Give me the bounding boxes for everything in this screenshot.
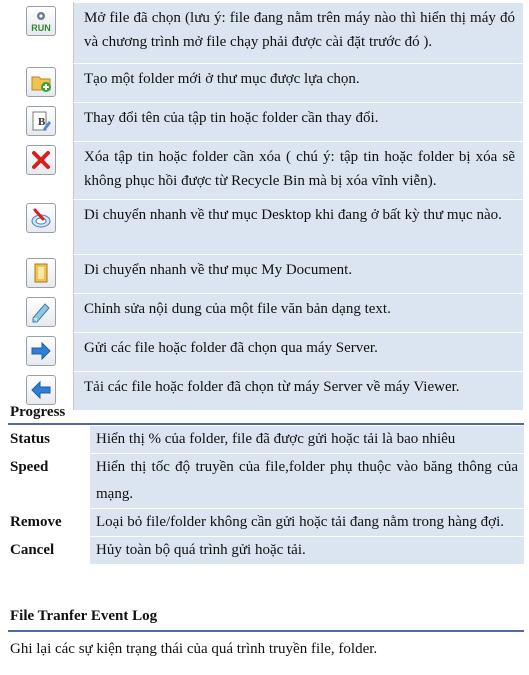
table-row	[8, 454, 524, 509]
table-row	[8, 509, 524, 537]
svg-text:B: B	[38, 116, 46, 128]
new-folder-icon	[26, 67, 56, 97]
delete-icon	[26, 145, 56, 175]
progress-key-speed: Speed	[8, 454, 90, 509]
description-new-folder: Tạo một folder mới ở thư mục được lựa chọn.	[74, 64, 524, 103]
rename-icon	[26, 106, 56, 136]
desktop-icon	[26, 203, 56, 233]
description-desktop: Di chuyển nhanh về thư mục Desktop khi đang ở bất kỳ thư mục nào.	[74, 200, 524, 255]
description-edit-text: Chỉnh sửa nội dung của một file văn bản dạng text.	[74, 294, 524, 333]
event-log-description: Ghi lại các sự kiện trạng thái của quá trình truyền file, folder.	[10, 641, 378, 657]
table-row	[9, 294, 524, 333]
description-send: Gửi các file hoặc folder đã chọn qua máy Server.	[74, 333, 524, 372]
description-my-document: Di chuyển nhanh về thư mục My Document.	[74, 255, 524, 294]
progress-value-speed: Hiển thị tốc độ truyền của file,folder phụ thuộc vào băng thông của mạng.	[90, 454, 524, 509]
table-row	[9, 255, 524, 294]
table-row	[9, 200, 524, 255]
progress-divider	[8, 423, 524, 425]
table-row	[9, 64, 524, 103]
table-row	[8, 537, 524, 565]
progress-table	[8, 426, 524, 565]
edit-text-icon	[26, 297, 56, 327]
toolbar-description-table	[8, 2, 524, 411]
description-delete: Xóa tập tin hoặc folder cần xóa ( chú ý: tập tin hoặc folder bị xóa sẽ không phục hồi được từ Recycle Bin mà bị xóa vĩnh viễn).	[74, 142, 524, 200]
progress-key-remove: Remove	[8, 509, 90, 537]
description-rename: Thay đổi tên của tập tin hoặc folder cần thay đổi.	[74, 103, 524, 142]
progress-key-cancel: Cancel	[8, 537, 90, 565]
table-row	[8, 426, 524, 454]
progress-key-status: Status	[8, 426, 90, 454]
progress-heading: Progress	[10, 404, 66, 420]
table-row	[9, 333, 524, 372]
table-row	[9, 142, 524, 200]
table-row	[9, 103, 524, 142]
progress-value-remove: Loại bỏ file/folder không cần gửi hoặc tải đang nằm trong hàng đợi.	[90, 509, 524, 537]
progress-value-cancel: Hủy toàn bộ quá trình gửi hoặc tải.	[90, 537, 524, 565]
svg-text:RUN: RUN	[31, 23, 51, 33]
event-log-heading: File Tranfer Event Log	[10, 608, 158, 624]
send-arrow-right-icon	[26, 336, 56, 366]
download-arrow-left-icon	[26, 375, 56, 405]
run-icon	[26, 6, 56, 36]
progress-value-status: Hiển thị % của folder, file đã được gửi hoặc tải là bao nhiêu	[90, 426, 524, 454]
my-document-icon	[26, 258, 56, 288]
table-row	[9, 372, 524, 411]
description-download: Tải các file hoặc folder đã chọn từ máy Server về máy Viewer.	[74, 372, 524, 411]
description-run: Mở file đã chọn (lưu ý: file đang nằm trên máy nào thì hiển thị máy đó và chương trình mở file chạy phải được cài đặt trước đó ).	[74, 3, 524, 64]
table-row	[9, 3, 524, 64]
event-log-divider	[8, 630, 524, 632]
